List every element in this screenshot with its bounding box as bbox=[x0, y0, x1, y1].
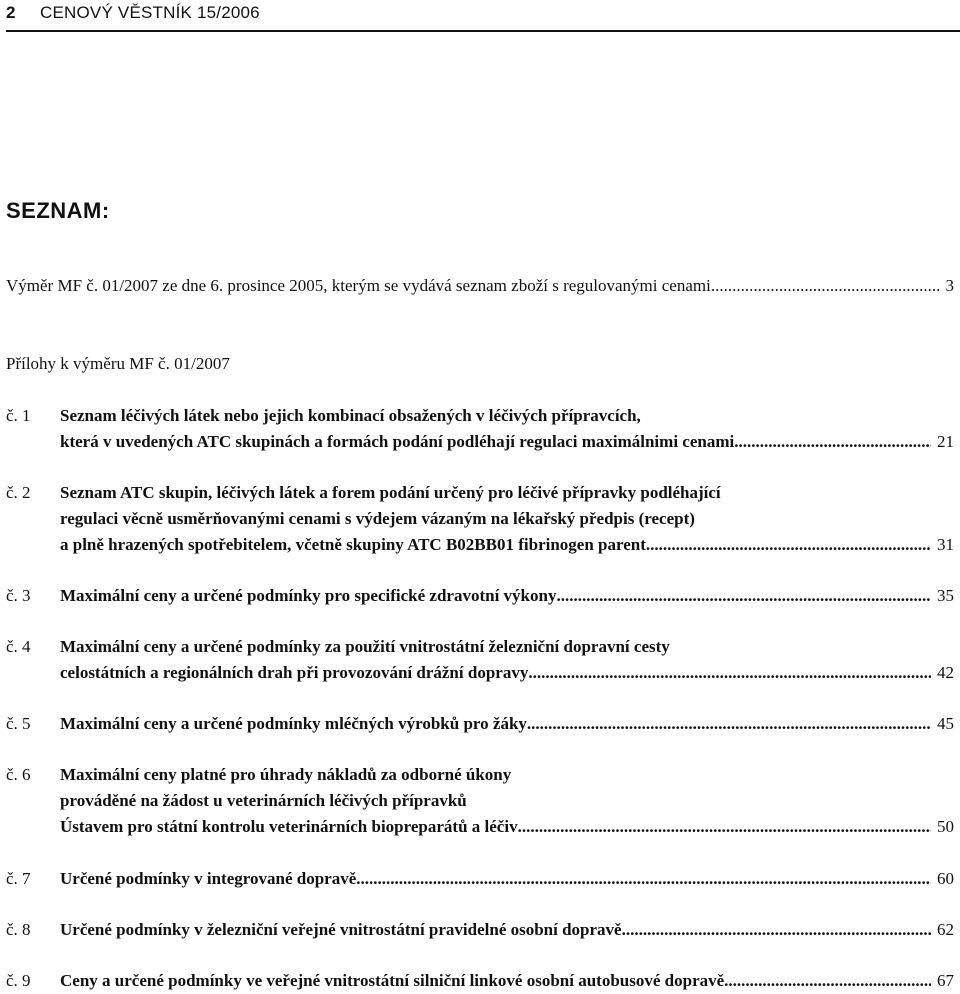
toc-entry-7[interactable] bbox=[60, 869, 954, 889]
toc-entry-text: Ceny a určené podmínky ve veřejné vnitrostátní silniční linkové osobní autobusové dopravě bbox=[60, 971, 725, 990]
toc-entry-3[interactable] bbox=[60, 586, 954, 606]
dot-leader bbox=[734, 432, 931, 452]
entry-line: Maximální ceny a určené podmínky za použití vnitrostátní železniční dopravní cesty bbox=[60, 637, 670, 656]
entry-line: regulaci věcně usměrňovanými cenami s výdejem vázaným na lékařský předpis (recept) bbox=[60, 509, 695, 528]
toc-entry-1[interactable] bbox=[60, 432, 954, 452]
dot-leader bbox=[528, 663, 931, 683]
toc-page-number: 3 bbox=[945, 276, 954, 295]
entry-number: č. 5 bbox=[6, 714, 31, 733]
toc-entry-text: a plně hrazených spotřebitelem, včetně skupiny ATC B02BB01 fibrinogen parent. bbox=[60, 535, 651, 554]
entry-line: Maximální ceny platné pro úhrady nákladů za odborné úkony bbox=[60, 765, 512, 784]
toc-page-number: 60 bbox=[937, 869, 954, 888]
page-header bbox=[6, 0, 960, 32]
entry-number: č. 2 bbox=[6, 483, 31, 502]
page-number: 2 bbox=[6, 3, 16, 22]
entry-number: č. 3 bbox=[6, 586, 31, 605]
entry-number: č. 1 bbox=[6, 406, 31, 425]
dot-leader bbox=[622, 920, 931, 940]
entry-number: č. 8 bbox=[6, 920, 31, 939]
toc-entry-text: Ústavem pro státní kontrolu veterinárních biopreparátů a léčiv bbox=[60, 817, 518, 836]
toc-entry-text: která v uvedených ATC skupinách a formách podání podléhají regulaci maximálnimi cenami bbox=[60, 432, 735, 451]
toc-page-number: 62 bbox=[937, 920, 954, 939]
entry-line: Seznam ATC skupin, léčivých látek a forem podání určený pro léčivé přípravky podléhající bbox=[60, 483, 721, 502]
dot-leader bbox=[711, 276, 940, 296]
toc-entry-decree[interactable] bbox=[6, 276, 954, 296]
dot-leader bbox=[527, 714, 931, 734]
attachments-heading: Přílohy k výměru MF č. 01/2007 bbox=[6, 354, 230, 373]
entry-line: Seznam léčivých látek nebo jejich kombinací obsažených v léčivých přípravcích, bbox=[60, 406, 641, 425]
toc-entry-text: Maximální ceny a určené podmínky pro specifické zdravotní výkony bbox=[60, 586, 557, 605]
toc-page-number: 67 bbox=[937, 971, 954, 990]
dot-leader bbox=[650, 535, 931, 555]
toc-entry-8[interactable] bbox=[60, 920, 954, 940]
dot-leader bbox=[556, 586, 931, 606]
toc-page-number: 35 bbox=[937, 586, 954, 605]
list-title: SEZNAM: bbox=[6, 198, 110, 223]
toc-entry-text: Určené podmínky v integrované dopravě bbox=[60, 869, 357, 888]
entry-line: prováděné na žádost u veterinárních léčivých přípravků bbox=[60, 791, 467, 810]
toc-entry-9[interactable] bbox=[60, 971, 954, 991]
dot-leader bbox=[724, 971, 931, 991]
toc-page-number: 21 bbox=[937, 432, 954, 451]
toc-page-number: 45 bbox=[937, 714, 954, 733]
toc-entry-5[interactable] bbox=[60, 714, 954, 734]
toc-entry-text: celostátních a regionálních drah při provozování drážní dopravy bbox=[60, 663, 529, 682]
entry-number: č. 9 bbox=[6, 971, 31, 990]
entry-number: č. 7 bbox=[6, 869, 31, 888]
dot-leader bbox=[356, 869, 931, 889]
journal-title: CENOVÝ VĚSTNÍK 15/2006 bbox=[40, 3, 260, 22]
toc-entry-text: Maximální ceny a určené podmínky mléčných výrobků pro žáky bbox=[60, 714, 527, 733]
toc-entry-2[interactable] bbox=[60, 535, 954, 555]
toc-page-number: 42 bbox=[937, 663, 954, 682]
toc-page-number: 31 bbox=[937, 535, 954, 554]
entry-number: č. 4 bbox=[6, 637, 31, 656]
toc-entry-6[interactable] bbox=[60, 817, 954, 837]
dot-leader bbox=[518, 817, 931, 837]
entry-number: č. 6 bbox=[6, 765, 31, 784]
toc-entry-4[interactable] bbox=[60, 663, 954, 683]
toc-entry-text: Výměr MF č. 01/2007 ze dne 6. prosince 2005, kterým se vydává seznam zboží s regulovanými cenami bbox=[6, 276, 711, 295]
toc-page-number: 50 bbox=[937, 817, 954, 836]
toc-entry-text: Určené podmínky v železniční veřejné vnitrostátní pravidelné osobní dopravě bbox=[60, 920, 622, 939]
